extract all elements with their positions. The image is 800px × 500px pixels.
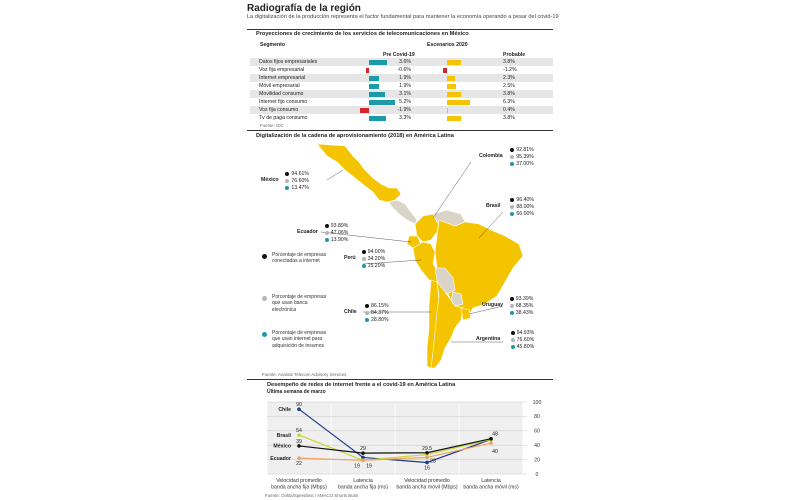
pre-covid-value: 3.6% xyxy=(399,59,411,65)
y-tick-label: 0 xyxy=(535,471,539,478)
country-name: Chile xyxy=(344,309,357,315)
country-value xyxy=(510,147,534,153)
point-value-label: 22 xyxy=(296,461,302,468)
x-tick-label: Latencia xyxy=(353,478,373,484)
legend-dot-icon xyxy=(262,254,267,259)
point-value-label: 90 xyxy=(296,402,302,409)
x-tick-label: banda ancha fija (ms) xyxy=(338,484,388,491)
projection-row xyxy=(250,98,553,106)
segment-label: Voz fija consumo xyxy=(259,107,299,113)
value-text: 13.47% xyxy=(291,185,309,191)
projection-row xyxy=(250,106,553,114)
legend-dot-icon xyxy=(362,257,366,261)
point-value-label: 19 xyxy=(354,463,360,470)
country-value xyxy=(325,230,349,236)
pre-covid-bar xyxy=(366,68,369,73)
legend-label: Porcentaje de empresas que usan banca electrónica xyxy=(272,294,327,313)
country-value xyxy=(325,237,349,243)
legend-dot-icon xyxy=(365,318,369,322)
probable-value: -1.2% xyxy=(503,67,517,73)
country-value xyxy=(510,197,534,203)
legend-dot-icon xyxy=(511,331,515,335)
legend-dot-icon xyxy=(510,205,514,209)
point-value-label: 19 xyxy=(366,463,372,470)
point-value-label: 48 xyxy=(492,431,498,438)
network-source: Fuente: Ookla/Speedtest / AMACO Shorts Butin xyxy=(265,493,359,498)
y-tick-label: 60 xyxy=(534,428,540,435)
point-value-label: 40 xyxy=(492,449,498,456)
y-tick-label: 40 xyxy=(534,443,540,449)
pre-covid-value: 3.1% xyxy=(399,91,411,97)
probable-value: 3.8% xyxy=(503,59,515,65)
legend-dot-icon xyxy=(262,296,267,301)
scenarios-header: Escenarios 2020 xyxy=(427,42,468,48)
data-point xyxy=(425,456,429,460)
legend-dot-icon xyxy=(510,212,514,216)
series-name-label: México xyxy=(273,443,291,450)
chart-column-bg xyxy=(332,402,395,474)
segment-label: Datos fijos empresariales xyxy=(259,59,318,65)
pre-covid-value: 1.9% xyxy=(399,75,411,81)
legend-dot-icon xyxy=(510,162,514,166)
divider xyxy=(247,130,553,131)
segment-label: Internet fijo consumo xyxy=(259,99,308,105)
pre-covid-header: Pre Covid-19 xyxy=(383,52,415,58)
legend-dot-icon xyxy=(511,345,515,349)
country-value xyxy=(510,303,534,309)
map-source: Fuente: Analisis Telecom Advisory Services xyxy=(262,372,347,377)
legend-label: Porcentaje de empresas que usan internet para adquisición de insumos xyxy=(272,330,327,349)
country-name: México xyxy=(261,177,279,183)
legend-dot-icon xyxy=(362,264,366,268)
country-value xyxy=(511,337,535,343)
projections-title: Proyecciones de crecimiento de los servicios de telecomunicaciones en México xyxy=(256,31,469,37)
pre-covid-bar xyxy=(360,108,370,113)
value-text: 76.60% xyxy=(291,178,309,184)
legend-item xyxy=(262,330,342,349)
country-value xyxy=(285,178,309,184)
country-value xyxy=(365,310,389,316)
legend-dot-icon xyxy=(285,179,289,183)
value-text: 13.90% xyxy=(330,237,349,243)
country-value xyxy=(510,204,534,210)
point-value-label: 39 xyxy=(296,438,302,445)
probable-value: 2.3% xyxy=(503,75,515,81)
country-value xyxy=(285,185,309,191)
x-tick-label: banda ancha móvil (Mbps) xyxy=(396,484,458,491)
value-text: 94.00% xyxy=(367,249,386,255)
probable-bar xyxy=(447,100,470,105)
legend-dot-icon xyxy=(365,304,369,308)
probable-value: 2.5% xyxy=(503,83,515,89)
probable-header: Probable xyxy=(503,52,526,58)
page-intro: La digitalización de la producción representa el factor fundamental para mantener la economía operando a pesar del covid-19 xyxy=(247,14,559,20)
probable-bar xyxy=(447,116,461,121)
divider xyxy=(247,379,553,380)
value-text: 34.20% xyxy=(367,256,386,262)
probable-bar xyxy=(447,84,456,89)
x-tick-label: Latencia xyxy=(481,478,501,484)
legend-dot-icon xyxy=(325,224,329,228)
value-text: 66.00% xyxy=(516,211,534,217)
projection-row xyxy=(250,82,553,90)
projection-row xyxy=(250,66,553,74)
legend-dot-icon xyxy=(325,231,329,235)
legend-dot-icon xyxy=(285,186,289,190)
x-tick-label: banda ancha fija (Mbps) xyxy=(271,484,327,491)
legend-dot-icon xyxy=(510,297,514,301)
probable-bar xyxy=(447,108,448,113)
segment-label: Movilidad consumo xyxy=(259,91,304,97)
pre-covid-value: 1.9% xyxy=(399,83,411,89)
legend-dot-icon xyxy=(365,311,369,315)
pre-covid-value: -0.6% xyxy=(397,67,411,73)
probable-value: 0.4% xyxy=(503,107,515,113)
country-name: Brasil xyxy=(486,203,501,209)
network-subtitle: Última semana de marzo xyxy=(267,389,326,395)
value-text: 92.81% xyxy=(516,147,534,153)
probable-value: 3.8% xyxy=(503,91,515,97)
x-tick-label: Velocidad promedio xyxy=(276,478,322,484)
projection-row xyxy=(250,90,553,98)
projection-row xyxy=(250,114,553,122)
segment-label: Internet empresarial xyxy=(259,75,306,81)
country-name: Colombia xyxy=(479,153,503,159)
value-text: 28.80% xyxy=(371,317,389,323)
probable-bar xyxy=(447,60,461,65)
pre-covid-value: 5.2% xyxy=(399,99,411,105)
point-value-label: 54 xyxy=(296,428,302,435)
country-value xyxy=(365,303,389,309)
country-value xyxy=(362,249,386,255)
country-value xyxy=(365,317,389,323)
x-tick-label: Velocidad promedio xyxy=(404,478,450,484)
value-text: 68.35% xyxy=(515,303,534,309)
value-text: 95.39% xyxy=(516,154,534,160)
country-value xyxy=(362,263,386,269)
country-value xyxy=(285,171,309,177)
legend-item xyxy=(262,294,342,313)
y-tick-label: 80 xyxy=(534,414,540,421)
legend-dot-icon xyxy=(262,332,267,337)
map-title: Digitalización de la cadena de aprovisionamiento (2018) en América Latina xyxy=(256,133,454,139)
probable-bar xyxy=(443,68,447,73)
legend-dot-icon xyxy=(285,172,289,176)
pre-covid-bar xyxy=(369,84,379,89)
value-text: 37.00% xyxy=(516,161,534,167)
data-point xyxy=(361,459,365,463)
country-value xyxy=(510,310,534,316)
data-point xyxy=(297,456,301,460)
probable-bar xyxy=(447,92,461,97)
point-value-label: 29 xyxy=(360,446,366,453)
country-value xyxy=(510,161,534,167)
probable-value: 3.8% xyxy=(503,115,515,121)
map-mexico xyxy=(317,144,401,202)
legend-dot-icon xyxy=(510,198,514,202)
legend-dot-icon xyxy=(325,238,329,242)
pre-covid-value: 3.3% xyxy=(399,115,411,121)
data-point xyxy=(489,437,493,441)
value-text: 93.89% xyxy=(330,223,349,229)
country-name: Perú xyxy=(344,255,356,261)
value-text: 15.20% xyxy=(367,263,386,269)
projection-row xyxy=(250,74,553,82)
value-text: 86.15% xyxy=(371,303,389,309)
probable-bar xyxy=(447,76,455,81)
segment-label: Voz fija empresarial xyxy=(259,67,305,73)
projections-source: Fuente: IDC xyxy=(260,123,284,128)
series-name-label: Brasil xyxy=(276,432,291,439)
country-value xyxy=(510,154,534,160)
segment-label: Móvil empresarial xyxy=(259,83,300,89)
legend-dot-icon xyxy=(510,311,514,315)
y-tick-label: 20 xyxy=(534,457,540,464)
value-text: 76.60% xyxy=(516,337,535,343)
value-text: 93.39% xyxy=(515,296,534,302)
point-value-label: 29.5 xyxy=(421,445,433,452)
country-value xyxy=(511,344,535,350)
x-tick-label: banda ancha móvil (ms) xyxy=(463,484,519,491)
point-value-label: 16 xyxy=(424,465,430,472)
probable-value: 6.3% xyxy=(503,99,515,105)
data-point xyxy=(489,441,493,445)
country-value xyxy=(510,211,534,217)
legend-dot-icon xyxy=(510,155,514,159)
series-name-label: Ecuador xyxy=(270,455,291,462)
value-text: 94.61% xyxy=(291,171,309,177)
legend-dot-icon xyxy=(362,250,366,254)
legend-dot-icon xyxy=(510,148,514,152)
pre-covid-value: -1.9% xyxy=(397,107,411,113)
value-text: 84.37% xyxy=(371,310,389,316)
country-name: Uruguay xyxy=(482,302,504,308)
data-point xyxy=(425,461,429,465)
divider xyxy=(247,29,553,30)
country-value xyxy=(510,296,534,302)
projection-row xyxy=(250,58,553,66)
country-value xyxy=(362,256,386,262)
pre-covid-bar xyxy=(369,76,379,81)
segment-header: Segmento xyxy=(260,42,286,48)
segment-label: Tv de paga consumo xyxy=(259,115,308,121)
value-text: 88.00% xyxy=(516,204,534,210)
value-text: 45.80% xyxy=(516,344,535,350)
legend-dot-icon xyxy=(511,338,515,342)
page-title: Radiografía de la región xyxy=(247,3,361,14)
network-line-chart xyxy=(247,396,553,500)
country-name: Argentina xyxy=(476,336,501,342)
y-tick-label: 100 xyxy=(532,399,542,406)
map-peru xyxy=(413,242,439,282)
series-name-label: Chile xyxy=(278,407,291,413)
value-text: 96.40% xyxy=(516,197,534,203)
country-name: Ecuador xyxy=(297,229,318,235)
country-value xyxy=(325,223,349,229)
network-title: Desempeño de redes de internet frente a el covid-19 en América Latina xyxy=(267,382,456,388)
value-text: 47.06% xyxy=(330,230,349,236)
point-value-label: 23 xyxy=(430,458,436,465)
country-value xyxy=(511,330,535,336)
legend-dot-icon xyxy=(510,304,514,308)
legend-label: Porcentaje de empresas conectadas a internet xyxy=(272,252,327,265)
legend-item xyxy=(262,252,342,265)
value-text: 94.93% xyxy=(516,330,535,336)
map-central-america xyxy=(389,200,417,224)
value-text: 38.43% xyxy=(515,310,534,316)
